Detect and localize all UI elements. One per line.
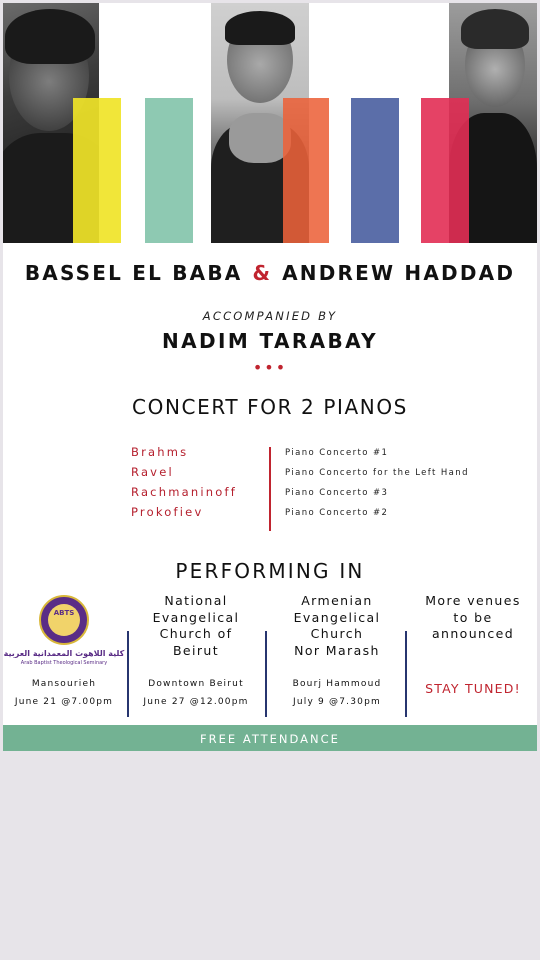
abts-logo-icon — [39, 595, 89, 645]
venue-place: Mansourieh — [31, 679, 97, 689]
venue-name-line: Church of — [159, 626, 233, 641]
footer-text: FREE ATTENDANCE — [200, 732, 340, 746]
venue-abts — [3, 593, 125, 721]
piece-title: Piano Concerto #3 — [285, 488, 389, 498]
composer-name: Rachmaninoff — [131, 485, 237, 499]
seminary-name-arabic: كلية اللاهوت المعمدانية العربية — [3, 649, 125, 658]
stay-tuned-label: STAY TUNED! — [425, 681, 521, 696]
decorative-bar-blue — [351, 98, 399, 243]
venue-divider — [405, 631, 407, 717]
venue-name-line: to be — [453, 609, 493, 625]
piece-title: Piano Concerto for the Left Hand — [285, 468, 469, 478]
photo-banner — [3, 3, 537, 243]
venue-name-line: Evangelical — [152, 609, 240, 625]
venue-place: Downtown Beirut — [148, 679, 244, 689]
performers-title — [3, 261, 537, 285]
free-attendance-banner — [3, 725, 537, 751]
venue-national-evangelical — [131, 593, 261, 721]
program-row — [129, 465, 529, 485]
decorative-bar-green — [145, 98, 193, 243]
venue-date: June 27 @12.00pm — [143, 697, 249, 707]
venue-name-line: National — [164, 593, 228, 608]
program-row — [129, 485, 529, 505]
accompanist-name: NADIM TARABAY — [161, 329, 379, 353]
logo-text: ABTS — [53, 609, 75, 617]
program-row — [129, 445, 529, 465]
venue-name-line: Nor Marash — [294, 642, 380, 658]
venue-armenian-evangelical — [269, 593, 405, 721]
piece-title: Piano Concerto #2 — [285, 508, 389, 518]
performing-heading: PERFORMING IN — [175, 559, 365, 583]
seminary-name-english: Arab Baptist Theological Seminary — [20, 660, 108, 666]
venue-place: Bourj Hammoud — [292, 679, 382, 689]
venue-more-venues — [409, 593, 537, 721]
venue-name-line: More venues — [425, 593, 521, 608]
decorative-bar-orange — [283, 98, 329, 243]
venue-name-line: Armenian — [301, 593, 373, 608]
accompanied-label: ACCOMPANIED BY — [202, 309, 338, 323]
performer-1-name: BASSEL EL BABA — [24, 261, 243, 285]
venue-date: July 9 @7.30pm — [293, 697, 381, 707]
concert-title: CONCERT FOR 2 PIANOS — [132, 395, 408, 419]
venue-date: June 21 @7.00pm — [14, 697, 114, 707]
composer-name: Prokofiev — [131, 505, 204, 519]
venue-name-line: Church — [310, 626, 364, 641]
performer-2-name: ANDREW HADDAD — [282, 261, 516, 285]
venue-name-line: Beirut — [172, 642, 220, 658]
venue-name-line: announced — [431, 626, 515, 641]
piece-title: Piano Concerto #1 — [285, 448, 389, 458]
concert-poster — [3, 3, 537, 751]
dots-separator: ••• — [252, 358, 288, 377]
program-row — [129, 505, 529, 525]
decorative-bar-yellow — [73, 98, 121, 243]
decorative-bar-red — [421, 98, 469, 243]
venue-name-line: Evangelical — [293, 609, 381, 625]
venues-row — [3, 593, 537, 721]
composer-name: Ravel — [131, 465, 174, 479]
venue-divider — [127, 631, 129, 717]
venue-divider — [265, 631, 267, 717]
composer-name: Brahms — [131, 445, 189, 459]
program-list — [129, 443, 529, 535]
ampersand: & — [252, 261, 273, 285]
